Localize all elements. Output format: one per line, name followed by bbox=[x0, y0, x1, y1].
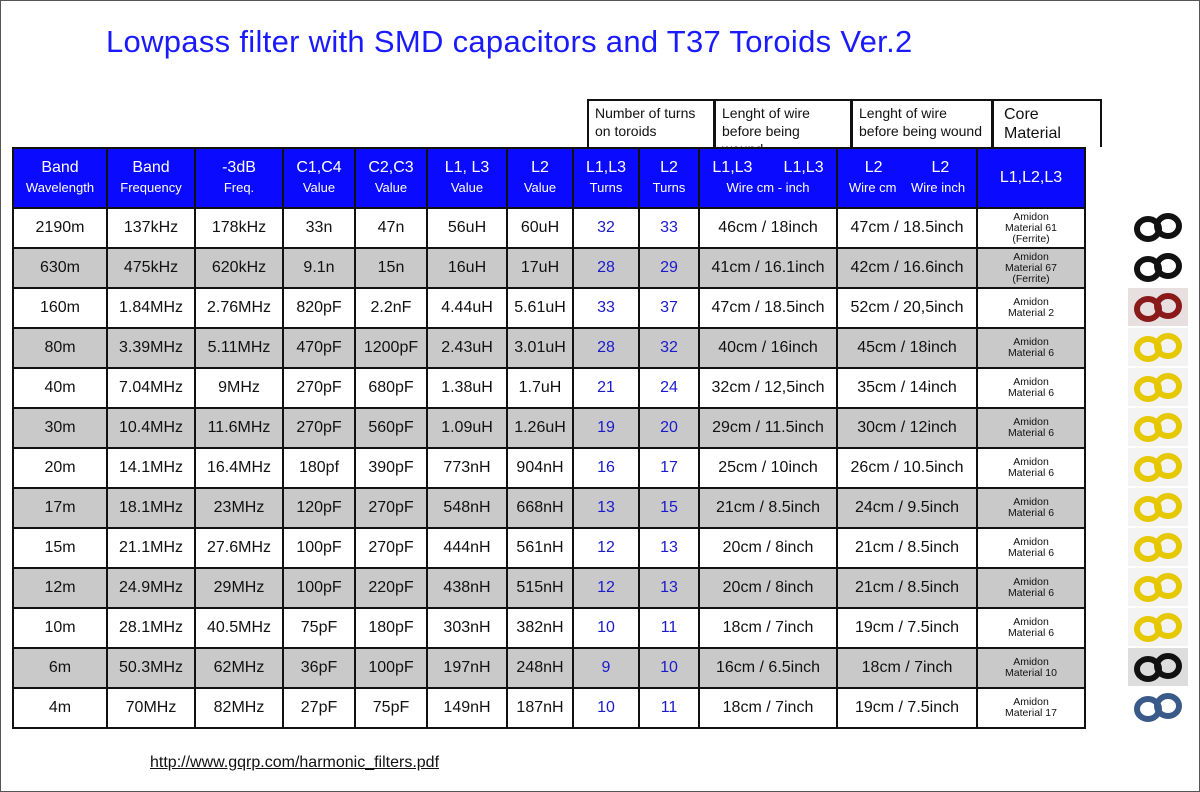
table-cell: 40.5MHz bbox=[195, 608, 283, 648]
table-cell: 1.09uH bbox=[427, 408, 507, 448]
core-material-line: Amidon bbox=[1013, 536, 1049, 548]
table-cell: 16 bbox=[573, 448, 639, 488]
core-material-line: Amidon bbox=[1013, 336, 1049, 348]
core-material-line: Amidon bbox=[1013, 576, 1049, 588]
table-cell: 137kHz bbox=[107, 208, 195, 248]
core-material-cell bbox=[977, 608, 1085, 648]
table-cell: 820pF bbox=[283, 288, 355, 328]
column-header bbox=[507, 148, 573, 208]
table-cell: 15m bbox=[13, 528, 107, 568]
table-row bbox=[13, 248, 1085, 288]
core-material-line: (Ferrite) bbox=[1012, 272, 1050, 285]
core-material-line: Amidon bbox=[1013, 416, 1049, 428]
table-cell: 40cm / 16inch bbox=[699, 328, 837, 368]
table-cell: 82MHz bbox=[195, 688, 283, 728]
table-cell: 470pF bbox=[283, 328, 355, 368]
turns-group-header: Number of turns on toroids bbox=[587, 99, 715, 147]
column-header-label: L1, L3 bbox=[444, 159, 490, 176]
table-cell: 1.84MHz bbox=[107, 288, 195, 328]
table-cell: 56uH bbox=[427, 208, 507, 248]
table-cell: 475kHz bbox=[107, 248, 195, 288]
core-material-line: Material 6 bbox=[1007, 347, 1055, 359]
table-cell: 180pF bbox=[355, 608, 427, 648]
table-cell: 1.26uH bbox=[507, 408, 573, 448]
table-cell: 29 bbox=[639, 248, 699, 288]
core-material-line: Amidon bbox=[1013, 696, 1049, 708]
column-header-sublabel: Value bbox=[374, 180, 408, 195]
column-header-sublabel: Value bbox=[302, 180, 336, 195]
table-cell: 40m bbox=[13, 368, 107, 408]
table-cell: 35cm / 14inch bbox=[837, 368, 977, 408]
core-material-cell bbox=[977, 368, 1085, 408]
table-cell: 46cm / 18inch bbox=[699, 208, 837, 248]
table-cell: 100pF bbox=[283, 528, 355, 568]
core-material-cell bbox=[977, 648, 1085, 688]
column-header bbox=[283, 148, 355, 208]
table-cell: 2190m bbox=[13, 208, 107, 248]
column-header-label: -3dB bbox=[222, 159, 256, 176]
table-cell: 180pf bbox=[283, 448, 355, 488]
column-header-sublabel: Value bbox=[523, 180, 557, 195]
table-cell: 197nH bbox=[427, 648, 507, 688]
table-cell: 24 bbox=[639, 368, 699, 408]
column-header bbox=[699, 148, 837, 208]
table-row bbox=[13, 608, 1085, 648]
yellow-toroid-icon bbox=[1128, 608, 1188, 646]
table-cell: 16.4MHz bbox=[195, 448, 283, 488]
core-material-line: Material 6 bbox=[1007, 387, 1055, 399]
core-material-line: Amidon bbox=[1013, 296, 1049, 308]
ferrite-toroid-icon bbox=[1128, 208, 1188, 246]
column-header-sublabel: Freq. bbox=[223, 180, 255, 195]
column-header bbox=[195, 148, 283, 208]
column-header bbox=[837, 148, 977, 208]
table-cell: 41cm / 16.1inch bbox=[699, 248, 837, 288]
column-header-label: L1,L3 L1,L3 bbox=[712, 159, 824, 176]
core-material-group-header: Core Material bbox=[992, 99, 1102, 147]
table-cell: 630m bbox=[13, 248, 107, 288]
ferrite-toroid-icon bbox=[1128, 248, 1188, 286]
table-cell: 2.43uH bbox=[427, 328, 507, 368]
table-row bbox=[13, 288, 1085, 328]
core-material-line: Material 17 bbox=[1005, 707, 1057, 719]
core-material-cell bbox=[977, 488, 1085, 528]
table-cell: 19cm / 7.5inch bbox=[837, 608, 977, 648]
table-cell: 33 bbox=[573, 288, 639, 328]
core-material-line: Amidon bbox=[1013, 456, 1049, 468]
table-cell: 13 bbox=[639, 528, 699, 568]
table-cell: 382nH bbox=[507, 608, 573, 648]
table-cell: 21.1MHz bbox=[107, 528, 195, 568]
table-cell: 248nH bbox=[507, 648, 573, 688]
column-header bbox=[355, 148, 427, 208]
table-cell: 20cm / 8inch bbox=[699, 528, 837, 568]
core-material-line: Material 67 bbox=[1005, 261, 1057, 274]
core-material-line: Amidon bbox=[1013, 616, 1049, 628]
column-header-label: C2,C3 bbox=[368, 159, 414, 176]
table-cell: 70MHz bbox=[107, 688, 195, 728]
table-cell: 18.1MHz bbox=[107, 488, 195, 528]
table-cell: 28 bbox=[573, 248, 639, 288]
core-material-line: Material 6 bbox=[1007, 587, 1055, 599]
table-cell: 904nH bbox=[507, 448, 573, 488]
table-cell: 24.9MHz bbox=[107, 568, 195, 608]
table-cell: 21cm / 8.5inch bbox=[837, 528, 977, 568]
core-material-cell bbox=[977, 248, 1085, 288]
table-cell: 9.1n bbox=[283, 248, 355, 288]
table-cell: 47n bbox=[355, 208, 427, 248]
table-cell: 27.6MHz bbox=[195, 528, 283, 568]
table-cell: 20m bbox=[13, 448, 107, 488]
column-header-sublabel: Turns bbox=[652, 180, 686, 195]
table-cell: 10.4MHz bbox=[107, 408, 195, 448]
column-header-label: C1,C4 bbox=[296, 159, 342, 176]
table-cell: 36pF bbox=[283, 648, 355, 688]
table-cell: 548nH bbox=[427, 488, 507, 528]
table-cell: 120pF bbox=[283, 488, 355, 528]
wire-length-l2-group-header: Lenght of wire before being wound bbox=[851, 99, 993, 147]
column-header bbox=[427, 148, 507, 208]
core-material-line: Material 10 bbox=[1005, 667, 1057, 679]
column-header-sublabel: Frequency bbox=[120, 180, 182, 195]
source-link[interactable]: http://www.gqrp.com/harmonic_filters.pdf bbox=[150, 754, 440, 771]
table-cell: 27pF bbox=[283, 688, 355, 728]
table-cell: 15n bbox=[355, 248, 427, 288]
column-header-label: Band bbox=[41, 159, 79, 176]
column-header-sublabel: Wavelength bbox=[25, 180, 95, 195]
table-cell: 28 bbox=[573, 328, 639, 368]
table-cell: 303nH bbox=[427, 608, 507, 648]
table-cell: 668nH bbox=[507, 488, 573, 528]
table-cell: 1.38uH bbox=[427, 368, 507, 408]
filter-table bbox=[12, 147, 1086, 729]
core-material-line: Amidon bbox=[1013, 250, 1049, 263]
table-cell: 12 bbox=[573, 568, 639, 608]
table-row bbox=[13, 328, 1085, 368]
table-cell: 100pF bbox=[283, 568, 355, 608]
table-row bbox=[13, 688, 1085, 728]
table-cell: 25cm / 10inch bbox=[699, 448, 837, 488]
core-material-cell bbox=[977, 568, 1085, 608]
table-cell: 1.7uH bbox=[507, 368, 573, 408]
table-cell: 11 bbox=[639, 688, 699, 728]
table-cell: 10 bbox=[573, 688, 639, 728]
table-cell: 32 bbox=[639, 328, 699, 368]
table-cell: 30m bbox=[13, 408, 107, 448]
column-header-sublabel: Turns bbox=[589, 180, 623, 195]
core-material-cell bbox=[977, 288, 1085, 328]
column-header-label: L2 bbox=[531, 159, 549, 176]
table-cell: 5.11MHz bbox=[195, 328, 283, 368]
yellow-toroid-icon bbox=[1128, 488, 1188, 526]
table-cell: 560pF bbox=[355, 408, 427, 448]
column-header-label: L2 L2 bbox=[864, 159, 950, 176]
table-cell: 773nH bbox=[427, 448, 507, 488]
column-header bbox=[639, 148, 699, 208]
table-cell: 75pF bbox=[355, 688, 427, 728]
table-cell: 33n bbox=[283, 208, 355, 248]
core-material-cell bbox=[977, 688, 1085, 728]
table-cell: 4.44uH bbox=[427, 288, 507, 328]
table-cell: 60uH bbox=[507, 208, 573, 248]
table-cell: 33 bbox=[639, 208, 699, 248]
core-material-line: Material 6 bbox=[1007, 467, 1055, 479]
core-material-cell bbox=[977, 328, 1085, 368]
table-cell: 75pF bbox=[283, 608, 355, 648]
table-cell: 3.39MHz bbox=[107, 328, 195, 368]
column-header bbox=[13, 148, 107, 208]
table-row bbox=[13, 208, 1085, 248]
column-header-label: L2 bbox=[660, 159, 678, 176]
core-material-cell bbox=[977, 528, 1085, 568]
table-cell: 9MHz bbox=[195, 368, 283, 408]
table-cell: 19 bbox=[573, 408, 639, 448]
table-cell: 21 bbox=[573, 368, 639, 408]
yellow-toroid-icon bbox=[1128, 528, 1188, 566]
table-cell: 270pF bbox=[283, 408, 355, 448]
table-cell: 17 bbox=[639, 448, 699, 488]
table-row bbox=[13, 648, 1085, 688]
column-header-label: L1,L3 bbox=[585, 159, 627, 176]
table-cell: 12m bbox=[13, 568, 107, 608]
column-header-label: Band bbox=[132, 159, 170, 176]
table-cell: 515nH bbox=[507, 568, 573, 608]
table-cell: 47cm / 18.5inch bbox=[699, 288, 837, 328]
table-cell: 270pF bbox=[355, 528, 427, 568]
table-cell: 10 bbox=[639, 648, 699, 688]
red-toroid-icon bbox=[1128, 288, 1188, 326]
table-cell: 390pF bbox=[355, 448, 427, 488]
table-cell: 62MHz bbox=[195, 648, 283, 688]
table-cell: 3.01uH bbox=[507, 328, 573, 368]
table-cell: 178kHz bbox=[195, 208, 283, 248]
column-header bbox=[977, 148, 1085, 208]
table-cell: 187nH bbox=[507, 688, 573, 728]
table-cell: 100pF bbox=[355, 648, 427, 688]
column-header-sublabel: Wire cm Wire inch bbox=[848, 180, 966, 195]
core-material-cell bbox=[977, 408, 1085, 448]
table-cell: 16uH bbox=[427, 248, 507, 288]
core-material-line: Material 6 bbox=[1007, 427, 1055, 439]
column-header-label: L1,L2,L3 bbox=[999, 169, 1063, 186]
table-cell: 5.61uH bbox=[507, 288, 573, 328]
table-cell: 11 bbox=[639, 608, 699, 648]
core-material-line: Amidon bbox=[1013, 376, 1049, 388]
table-cell: 32 bbox=[573, 208, 639, 248]
yellow-toroid-icon bbox=[1128, 328, 1188, 366]
table-cell: 17m bbox=[13, 488, 107, 528]
table-cell: 29cm / 11.5inch bbox=[699, 408, 837, 448]
table-cell: 15 bbox=[639, 488, 699, 528]
table-cell: 18cm / 7inch bbox=[699, 608, 837, 648]
table-cell: 6m bbox=[13, 648, 107, 688]
table-cell: 13 bbox=[573, 488, 639, 528]
table-cell: 20 bbox=[639, 408, 699, 448]
table-cell: 52cm / 20,5inch bbox=[837, 288, 977, 328]
core-material-line: Amidon bbox=[1013, 210, 1049, 223]
table-cell: 14.1MHz bbox=[107, 448, 195, 488]
table-cell: 20cm / 8inch bbox=[699, 568, 837, 608]
table-cell: 13 bbox=[639, 568, 699, 608]
table-cell: 21cm / 8.5inch bbox=[837, 568, 977, 608]
table-row bbox=[13, 448, 1085, 488]
table-cell: 1200pF bbox=[355, 328, 427, 368]
table-cell: 270pF bbox=[355, 488, 427, 528]
core-material-cell bbox=[977, 208, 1085, 248]
table-cell: 37 bbox=[639, 288, 699, 328]
table-cell: 2.2nF bbox=[355, 288, 427, 328]
core-material-line: Amidon bbox=[1013, 496, 1049, 508]
core-material-line: Material 2 bbox=[1007, 307, 1055, 319]
table-cell: 47cm / 18.5inch bbox=[837, 208, 977, 248]
table-cell: 12 bbox=[573, 528, 639, 568]
table-cell: 21cm / 8.5inch bbox=[699, 488, 837, 528]
core-material-cell bbox=[977, 448, 1085, 488]
table-cell: 19cm / 7.5inch bbox=[837, 688, 977, 728]
black-toroid-icon bbox=[1128, 648, 1188, 686]
column-header-sublabel: Wire cm - inch bbox=[726, 180, 810, 195]
table-cell: 17uH bbox=[507, 248, 573, 288]
table-cell: 32cm / 12,5inch bbox=[699, 368, 837, 408]
core-material-line: Amidon bbox=[1013, 656, 1049, 668]
table-cell: 45cm / 18inch bbox=[837, 328, 977, 368]
table-cell: 9 bbox=[573, 648, 639, 688]
yellow-toroid-icon bbox=[1128, 408, 1188, 446]
table-cell: 16cm / 6.5inch bbox=[699, 648, 837, 688]
table-cell: 561nH bbox=[507, 528, 573, 568]
table-row bbox=[13, 528, 1085, 568]
page-title: Lowpass filter with SMD capacitors and T37 Toroids Ver.2 bbox=[106, 24, 913, 59]
table-cell: 680pF bbox=[355, 368, 427, 408]
table-cell: 26cm / 10.5inch bbox=[837, 448, 977, 488]
table-cell: 24cm / 9.5inch bbox=[837, 488, 977, 528]
header-row bbox=[13, 148, 1085, 208]
table-cell: 149nH bbox=[427, 688, 507, 728]
table-cell: 42cm / 16.6inch bbox=[837, 248, 977, 288]
table-row bbox=[13, 408, 1085, 448]
table-cell: 7.04MHz bbox=[107, 368, 195, 408]
table-cell: 23MHz bbox=[195, 488, 283, 528]
table-cell: 28.1MHz bbox=[107, 608, 195, 648]
blue-toroid-icon bbox=[1128, 688, 1188, 726]
column-header bbox=[573, 148, 639, 208]
yellow-toroid-icon bbox=[1128, 368, 1188, 406]
column-header bbox=[107, 148, 195, 208]
table-cell: 10m bbox=[13, 608, 107, 648]
table-cell: 18cm / 7inch bbox=[699, 688, 837, 728]
table-cell: 50.3MHz bbox=[107, 648, 195, 688]
table-row bbox=[13, 568, 1085, 608]
core-material-line: Material 6 bbox=[1007, 627, 1055, 639]
table-cell: 444nH bbox=[427, 528, 507, 568]
table-cell: 438nH bbox=[427, 568, 507, 608]
table-cell: 80m bbox=[13, 328, 107, 368]
table-row bbox=[13, 488, 1085, 528]
table-cell: 620kHz bbox=[195, 248, 283, 288]
table-cell: 10 bbox=[573, 608, 639, 648]
table-cell: 29MHz bbox=[195, 568, 283, 608]
table-cell: 4m bbox=[13, 688, 107, 728]
table-cell: 30cm / 12inch bbox=[837, 408, 977, 448]
yellow-toroid-icon bbox=[1128, 568, 1188, 606]
core-material-line: Material 61 bbox=[1005, 221, 1057, 234]
yellow-toroid-icon bbox=[1128, 448, 1188, 486]
table-cell: 160m bbox=[13, 288, 107, 328]
table-row bbox=[13, 368, 1085, 408]
table-cell: 2.76MHz bbox=[195, 288, 283, 328]
core-material-line: Material 6 bbox=[1007, 507, 1055, 519]
table-cell: 18cm / 7inch bbox=[837, 648, 977, 688]
table-cell: 11.6MHz bbox=[195, 408, 283, 448]
core-material-line: Material 6 bbox=[1007, 547, 1055, 559]
core-material-line: (Ferrite) bbox=[1012, 232, 1050, 245]
table-cell: 220pF bbox=[355, 568, 427, 608]
table-cell: 270pF bbox=[283, 368, 355, 408]
column-header-sublabel: Value bbox=[450, 180, 484, 195]
wire-length-l1l3-group-header: Lenght of wire before being bbox=[714, 99, 852, 147]
